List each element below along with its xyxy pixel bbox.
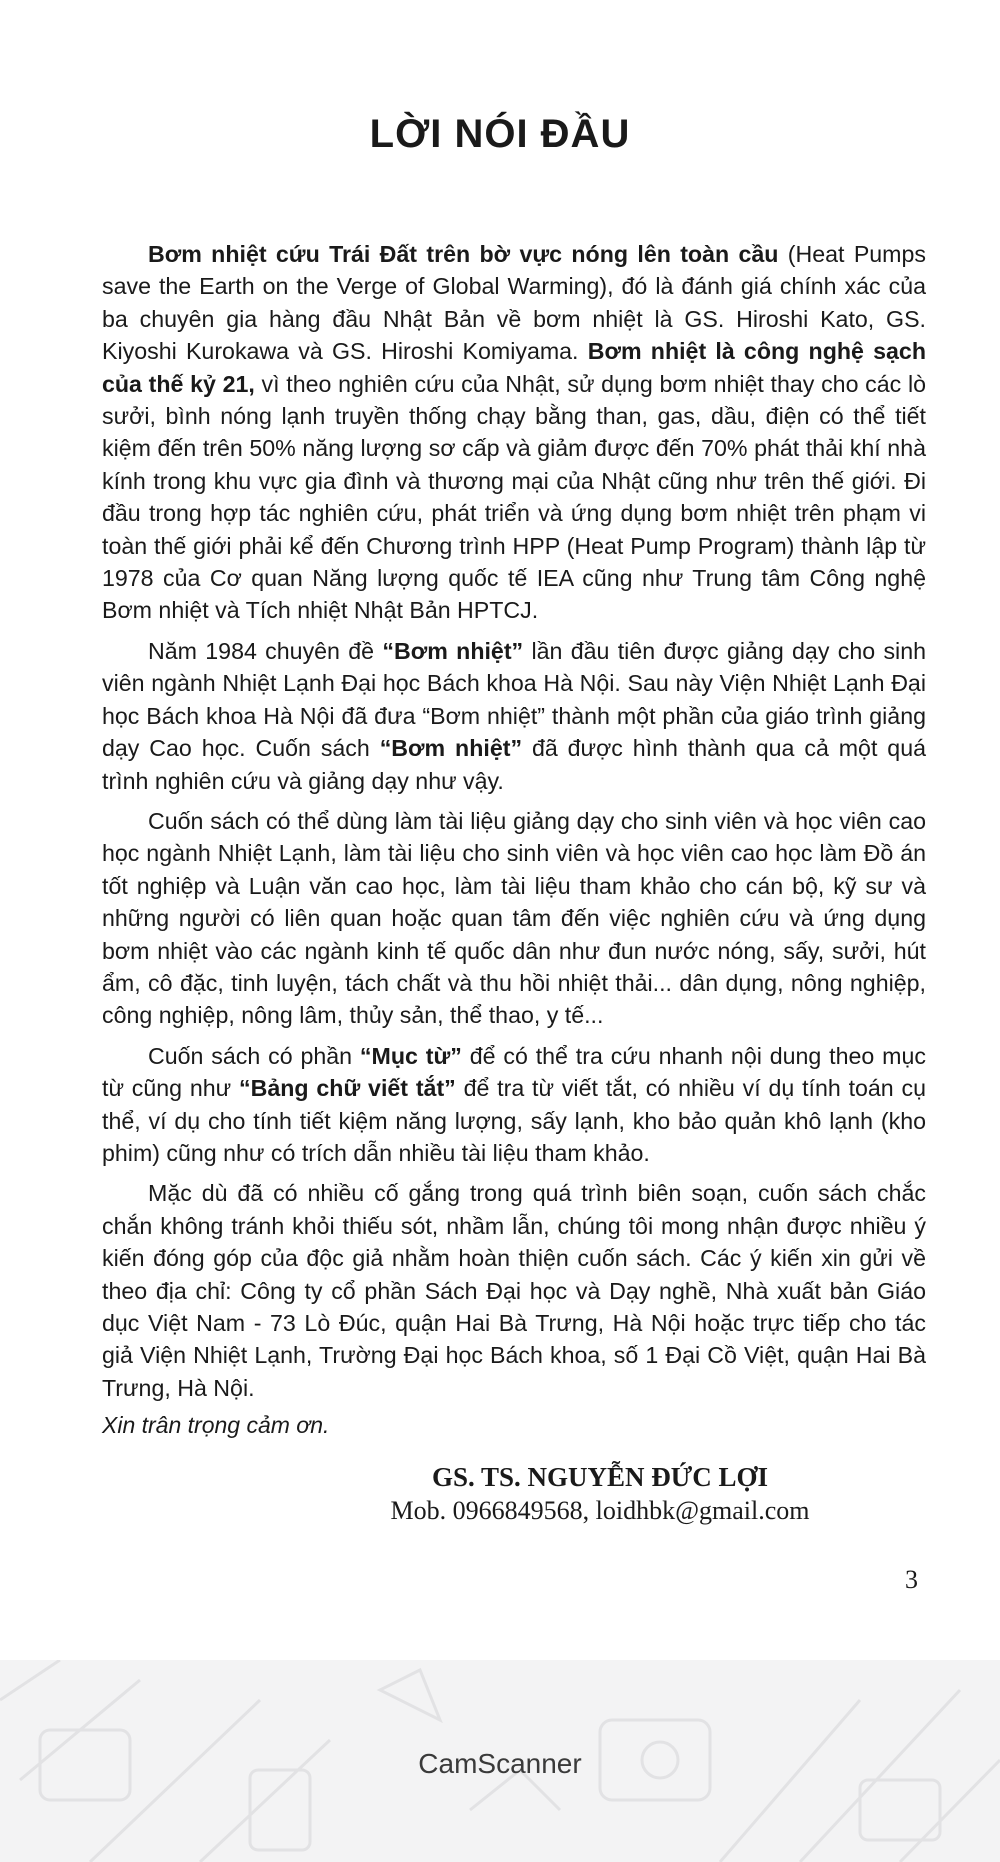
paragraph-4-bold-2: “Bảng chữ viết tắt”: [239, 1075, 456, 1102]
paragraph-2-text-2: lần đầu tiên được giảng dạy cho sinh viên ngành Nhiệt Lạnh Đại học Bách khoa Hà Nội. Sau này Viện Nhiệt Lạnh Đại học Bách khoa Hà Nội đã đưa “Bơm nhiệt” thành một phần của giáo trình giảng dạy Cao học. Cuốn sách: [102, 637, 926, 762]
paragraph-4-text-2: để có thể tra cứu nhanh nội dung theo mục từ cũng như: [102, 1042, 926, 1102]
page-number: 3: [905, 1565, 918, 1594]
paragraph-2: [102, 635, 926, 797]
page-title: LỜI NÓI ĐẦU: [369, 112, 631, 156]
paragraph-2-text-1: Năm 1984 chuyên đề: [148, 637, 383, 664]
paragraph-2-bold-1: “Bơm nhiệt”: [382, 637, 524, 664]
author-contact: Mob. 0966849568, loidhbk@gmail.com: [390, 1496, 810, 1525]
paragraph-4-bold-1: “Mục từ”: [359, 1042, 462, 1069]
scanner-brand: CamScanner: [418, 1748, 582, 1779]
paragraph-3: [102, 805, 926, 1032]
paragraph-5: [102, 1177, 926, 1404]
signature-block: [300, 1460, 900, 1528]
author-name: GS. TS. NGUYỄN ĐỨC LỢI: [431, 1462, 769, 1492]
paragraph-1-bold-2: Bơm nhiệt là công nghệ sạch của thế kỷ 21,: [102, 338, 926, 397]
paragraph-2-bold-2: “Bơm nhiệt”: [379, 735, 523, 762]
paragraph-1-text-1: (Heat Pumps save the Earth on the Verge of Global Warming), đó là đánh giá chính xác của ba chuyên gia hàng đầu Nhật Bản về bơm nhiệt là GS. Hiroshi Kato, GS. Kiyoshi Kurokawa và GS. Hiroshi Komiyama.: [102, 241, 926, 365]
paragraph-1: [102, 238, 926, 627]
paragraph-5-text-1: Mặc dù đã có nhiều cố gắng trong quá trình biên soạn, cuốn sách chắc chắn không tránh khỏi thiếu sót, nhầm lẫn, chúng tôi mong nhận được nhiều ý kiến đóng góp của độc giả nhằm hoàn thiện cuốn sách. Các ý kiến xin gửi về theo địa chỉ: Công ty cổ phần Sách Đại học và Dạy nghề, Nhà xuất bản Giáo dục Việt Nam - 73 Lò Đúc, quận Hai Bà Trưng, Hà Nội hoặc trực tiếp cho tác giả Viện Nhiệt Lạnh, Trường Đại học Bách khoa, số 1 Đại Cồ Việt, quận Hai Bà Trưng, Hà Nội.: [102, 1180, 926, 1401]
body-text: [102, 238, 926, 1412]
paragraph-2-text-3: đã được hình thành qua cả một quá trình nghiên cứu và giảng dạy như vậy.: [102, 735, 926, 794]
paragraph-1-text-2: vì theo nghiên cứu của Nhật, sử dụng bơm nhiệt thay cho các lò sưởi, bình nóng lạnh truyền thống chạy bằng than, gas, dầu, điện có thể tiết kiệm đến trên 50% năng lượng sơ cấp và giảm được đến 70% phát thải khí nhà kính trong khu vực gia đình và thương mại của Nhật cũng như trên thế giới. Đi đầu trong hợp tác nghiên cứu, phát triển và ứng dụng bơm nhiệt trên phạm vi toàn thế giới phải kể đến Chương trình HPP (Heat Pump Program) thành lập từ 1978 của Cơ quan Năng lượng quốc tế IEA cũng như Trung tâm Công nghệ Bơm nhiệt và Tích nhiệt Nhật Bản HPTCJ.: [102, 370, 926, 624]
closing-line: Xin trân trọng cảm ơn.: [102, 1412, 330, 1438]
paragraph-4-text-1: Cuốn sách có phần: [148, 1042, 360, 1069]
paragraph-1-bold-1: Bơm nhiệt cứu Trái Đất trên bờ vực nóng lên toàn cầu: [148, 241, 779, 267]
paragraph-4-text-3: để tra từ viết tắt, có nhiều ví dụ tính toán cụ thể, ví dụ cho tính tiết kiệm năng lượng, sấy lạnh, kho bảo quản khô lạnh (kho phim) cũng như có trích dẫn nhiều tài liệu tham khảo.: [102, 1075, 926, 1166]
paragraph-3-text-1: Cuốn sách có thể dùng làm tài liệu giảng dạy cho sinh viên và học viên cao học ngành Nhiệt Lạnh, làm tài liệu cho sinh viên và học viên cao học làm Đồ án tốt nghiệp và Luận văn cao học, làm tài liệu tham khảo cho cán bộ, kỹ sư và những người có liên quan hoặc quan tâm đến việc nghiên cứu và ứng dụng bơm nhiệt vào các ngành kinh tế quốc dân như đun nước nóng, sấy, sưởi, hút ẩm, cô đặc, tinh luyện, tách chất và thu hồi nhiệt thải... dân dụng, nông nghiệp, công nghiệp, nông lâm, thủy sản, thể thao, y tế...: [102, 807, 926, 1029]
paragraph-4: [102, 1040, 926, 1170]
